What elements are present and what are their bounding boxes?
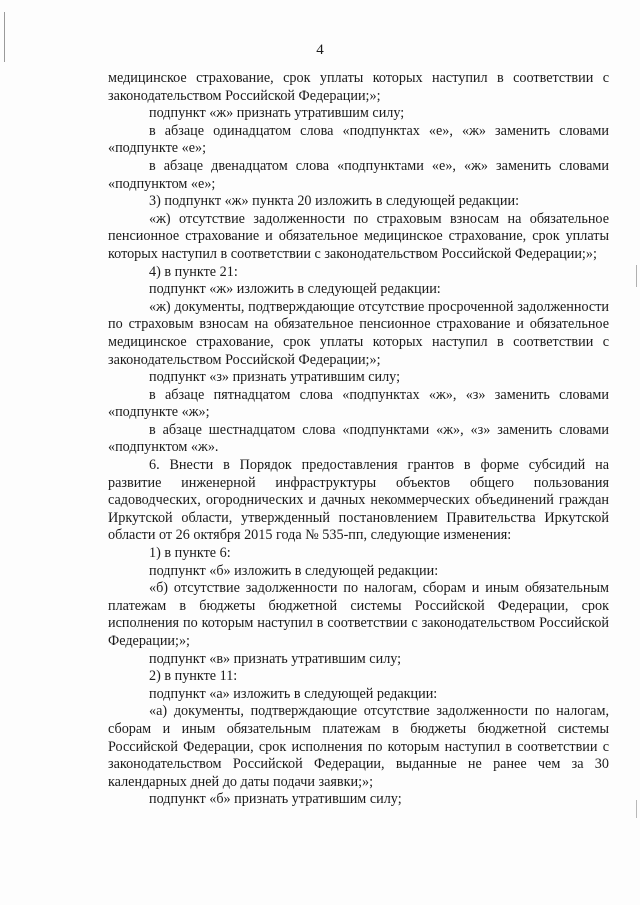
paragraph: в абзаце шестнадцатом слова «подпунктами «ж», «з» заменить словами «подпунктом «ж». — [108, 421, 609, 456]
paragraph: «б) отсутствие задолженности по налогам, сборам и иным обязательным платежам в бюджеты бюджетной системы Российской Федерации, срок исполнения по которым наступил в соответствии с законодательством Российской Федерации;»; — [108, 580, 609, 649]
paragraph: медицинское страхование, срок уплаты которых наступил в соответствии с законодательством Российской Федерации;»; — [108, 70, 609, 104]
paragraph: подпункт «ж» изложить в следующей редакции: — [149, 281, 441, 298]
scan-artifact-right-lower — [636, 800, 637, 818]
paragraph: «а) документы, подтверждающие отсутствие задолженности по налогам, сборам и иным обязательным платежам в бюджеты бюджетной системы Российской Федерации, срок исполнения по которым наступил в соответствии с законодательством Российской Федерации, выданные не ранее чем за 30 календарных дней до даты подачи заявки;»; — [108, 703, 609, 790]
paragraph: подпункт «а» изложить в следующей редакции: — [149, 685, 438, 702]
paragraph: подпункт «б» признать утратившим силу; — [149, 791, 402, 808]
paragraph: подпункт «ж» признать утратившим силу; — [149, 105, 405, 122]
paragraph: 1) в пункте 6: — [149, 545, 231, 562]
scan-artifact-right — [636, 265, 637, 287]
paragraph: подпункт «в» признать утратившим силу; — [149, 650, 402, 667]
paragraph: «ж) отсутствие задолженности по страховым взносам на обязательное пенсионное страхование и обязательное медицинское страхование, срок уплаты которых наступил в соответствии с законодательством Российской Федерации;»; — [108, 210, 609, 262]
paragraph: «ж) документы, подтверждающие отсутствие просроченной задолженности по страховым взносам на обязательное пенсионное страхование и обязательное медицинское страхование, срок уплаты которых наступил в соответствии с законодательством Российской Федерации;»; — [108, 298, 609, 368]
paragraph: подпункт «з» признать утратившим силу; — [149, 369, 401, 386]
paragraph: в абзаце пятнадцатом слова «подпунктах «ж», «з» заменить словами «подпункте «ж»; — [108, 386, 609, 421]
page-number: 4 — [316, 42, 324, 58]
paragraph: 2) в пункте 11: — [149, 668, 238, 685]
paragraph: 4) в пункте 21: — [149, 263, 238, 280]
paragraph: 6. Внести в Порядок предоставления грантов в форме субсидий на развитие инженерной инфраструктуры объектов общего пользования садоводческих, огороднических и дачных некоммерческих объединений граждан Иркутской области, утвержденный постановлением Правительства Иркутской области от 26 октября 2015 года № 535-пп, следующие изменения: — [108, 457, 609, 544]
paragraph: 3) подпункт «ж» пункта 20 изложить в следующей редакции: — [149, 193, 520, 210]
document-body — [108, 70, 609, 809]
paragraph: в абзаце одинадцатом слова «подпунктах «е», «ж» заменить словами «подпункте «е»; — [108, 122, 609, 157]
paragraph: подпункт «б» изложить в следующей редакции: — [149, 562, 439, 579]
paragraph: в абзаце двенадцатом слова «подпунктами «е», «ж» заменить словами «подпунктом «е»; — [108, 157, 609, 192]
